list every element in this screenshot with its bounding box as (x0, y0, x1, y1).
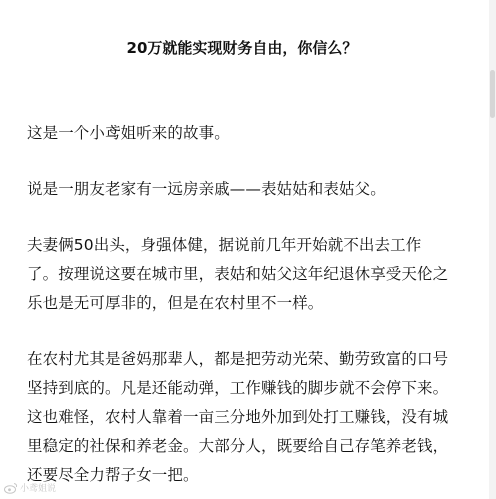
paragraph-line: 这也难怪，农村人靠着一亩三分地外加到处打工赚钱，没有城 (27, 408, 449, 426)
watermark (4, 481, 56, 494)
paragraph-3 (27, 231, 471, 318)
vertical-scrollbar[interactable] (489, 0, 496, 499)
paragraph-line: 坚持到底的。凡是还能动弹，工作赚钱的脚步就不会停下来。 (27, 379, 449, 397)
paragraph-line: 在农村尤其是爸妈那辈人，都是把劳动光荣、勤劳致富的口号 (27, 350, 449, 368)
paragraph-line: 乐也是无可厚非的，但是在农村里不一样。 (27, 294, 324, 312)
scrollbar-thumb[interactable] (490, 70, 495, 118)
paragraph-line: 这是一个小鸢姐听来的故事。 (27, 124, 230, 142)
article-title: 20万就能实现财务自由，你信么？ (126, 39, 358, 57)
paragraph-2 (27, 175, 471, 204)
watermark-text: 小鸢姐说 (20, 484, 57, 494)
paragraph-line: 夫妻俩50出头，身强体健，据说前几年开始就不出去工作 (27, 236, 422, 254)
paragraph-line: 说是一朋友老家有一远房亲戚——表姑姑和表姑父。 (27, 180, 386, 198)
paragraph-line: 里稳定的社保和养老金。大部分人，既要给自己存笔养老钱， (27, 437, 449, 455)
paragraph-1 (27, 119, 471, 148)
paragraph-4 (27, 345, 471, 490)
paragraph-line: 还要尽全力帮子女一把。 (27, 466, 199, 484)
paragraph-line: 了。按理说这要在城市里，表姑和姑父这年纪退休享受天伦之 (27, 265, 449, 283)
weibo-logo-icon (4, 482, 18, 494)
